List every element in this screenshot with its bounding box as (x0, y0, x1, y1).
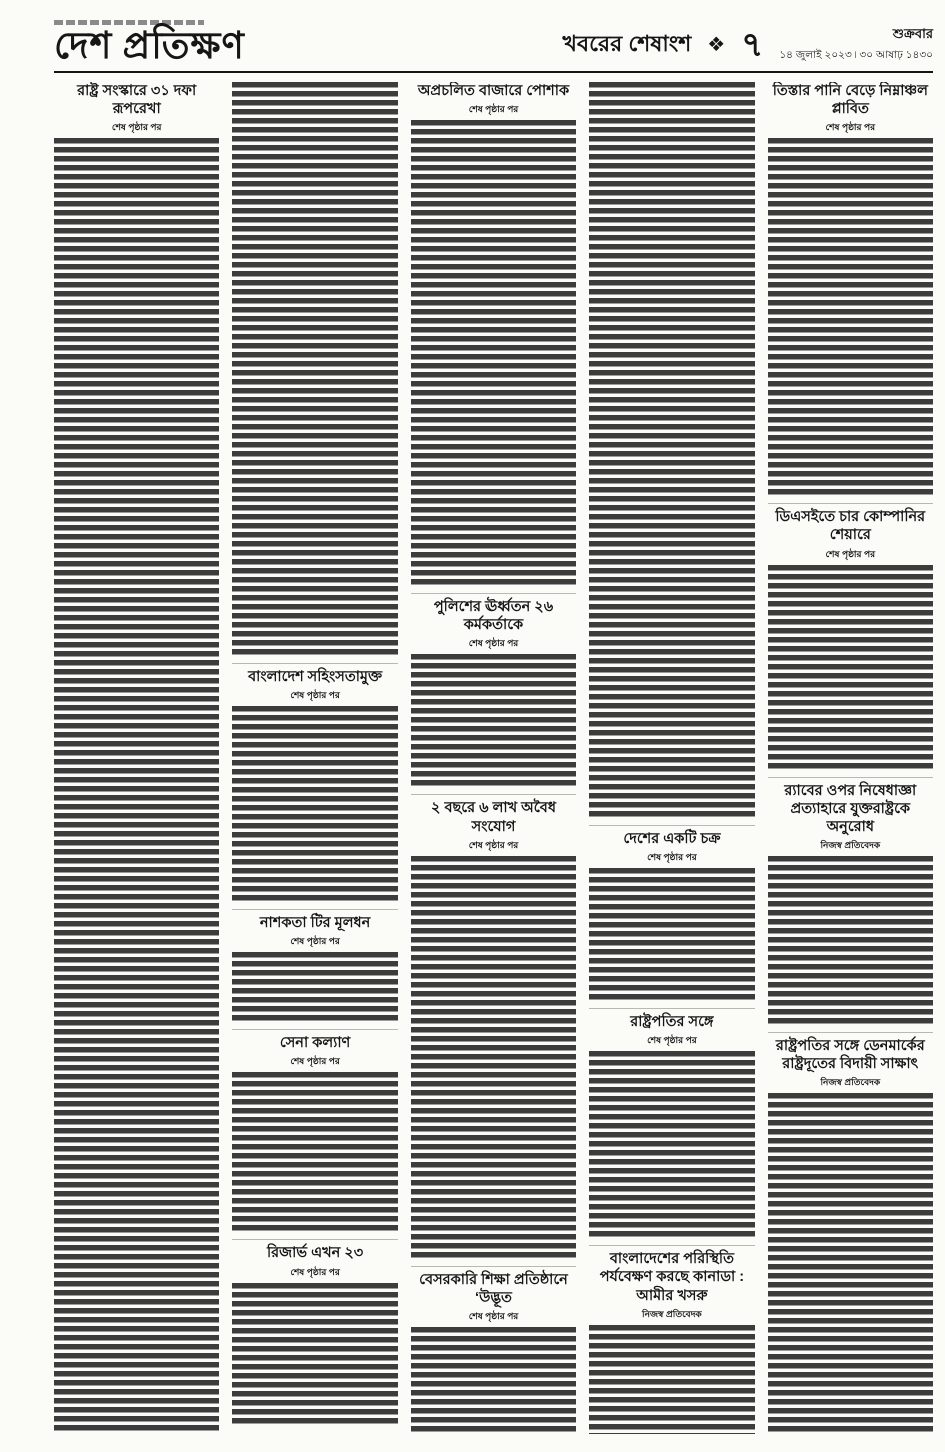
story (232, 1239, 397, 1426)
story-kicker: শেষ পৃষ্ঠার পর (825, 548, 876, 559)
page-number: ৭ (741, 26, 764, 64)
story-kicker: শেষ পৃষ্ঠার পর (468, 638, 519, 649)
section-title: খবরের শেষাংশ (562, 30, 692, 56)
story (589, 1245, 754, 1434)
header-right (562, 25, 933, 65)
masthead-block (54, 20, 245, 65)
story-body-text (768, 565, 933, 772)
story-body-text (232, 706, 397, 904)
story-kicker: শেষ পৃষ্ঠার পর (111, 122, 162, 133)
story (232, 1029, 397, 1234)
story (411, 1266, 576, 1434)
story-body-text (589, 868, 754, 1003)
story-continuation (232, 82, 397, 658)
story-headline: বাংলাদেশের পরিস্থিতি পর্যবেক্ষণ করছে কানাডা : আমীর খসরু (599, 1251, 745, 1304)
date-line: ১৪ জুলাই ২০২৩ ৷ ৩০ আষাঢ় ১৪৩০ (779, 49, 933, 61)
column-1 (54, 82, 219, 1434)
story-headline: ডিএসইতে চার কোম্পানির শেয়ারে (775, 509, 926, 544)
paper-emblem-icon: ❖ (707, 34, 726, 56)
story (232, 663, 397, 904)
weekday: শুক্রবার (892, 26, 933, 41)
story (411, 593, 576, 789)
story-kicker: শেষ পৃষ্ঠার পর (647, 1035, 697, 1046)
story-body-text (589, 1051, 754, 1240)
story-headline: নাশকতা টির মূলধন (259, 915, 371, 932)
columns (54, 82, 933, 1434)
story-headline: ২ বছরে ৬ লাখ অবৈধ সংযোগ (430, 800, 556, 835)
story-body-text (768, 1093, 933, 1434)
story (768, 82, 933, 498)
story (589, 825, 754, 1003)
story-kicker: শেষ পৃষ্ঠার পর (468, 1310, 519, 1321)
column-5 (768, 82, 933, 1434)
story-headline: তিস্তার পানি বেড়ে নিম্নাঞ্চল প্লাবিত (772, 83, 928, 118)
story-kicker: নিজস্ব প্রতিবেদক (820, 1077, 881, 1088)
story-kicker: নিজস্ব প্রতিবেদক (820, 839, 881, 850)
story-headline: পুলিশের ঊর্ধ্বতন ২৬ কর্মকর্তাকে (433, 599, 554, 634)
story-kicker: শেষ পৃষ্ঠার পর (825, 122, 876, 133)
story-kicker: শেষ পৃষ্ঠার পর (647, 852, 697, 863)
story-body-text (411, 1327, 576, 1434)
story-headline: রাষ্ট্রপতির সঙ্গে (630, 1014, 714, 1031)
header-rule (54, 71, 933, 73)
story-kicker: শেষ পৃষ্ঠার পর (468, 839, 519, 850)
story-kicker: নিজস্ব প্রতিবেদক (642, 1308, 702, 1319)
column-3 (411, 82, 576, 1434)
story-body-text (411, 856, 576, 1261)
masthead-tagline (54, 20, 204, 25)
story-body-text (411, 120, 576, 588)
date-block (779, 25, 933, 65)
story-headline: সেনা কল্যাণ (279, 1035, 351, 1052)
story (768, 777, 933, 1027)
story (411, 794, 576, 1260)
story-headline: রাষ্ট্রপতির সঙ্গে ডেনমার্কের রাষ্ট্রদূতের বিদায়ী সাক্ষাৎ (775, 1037, 925, 1072)
story (232, 909, 397, 1024)
story-kicker: শেষ পৃষ্ঠার পর (290, 1266, 340, 1277)
story-body-text (768, 138, 933, 498)
story-kicker: শেষ পৃষ্ঠার পর (290, 1056, 340, 1067)
story-continuation (589, 82, 754, 820)
story-body-text (589, 1325, 754, 1434)
story-body-text (768, 856, 933, 1027)
story-body-text (589, 82, 754, 820)
story (54, 82, 219, 1434)
page-header (54, 20, 933, 71)
story-headline: বাংলাদেশ সহিংসতামুক্ত (248, 669, 383, 685)
story-kicker: শেষ পৃষ্ঠার পর (468, 104, 519, 115)
story-body-text (232, 1283, 397, 1427)
story-headline: রিজার্ভ এখন ২৩ (266, 1245, 364, 1262)
story-body-text (54, 138, 219, 1434)
story (768, 503, 933, 771)
story-headline: রাষ্ট্র সংস্কারে ৩১ দফা রূপরেখা (77, 83, 197, 118)
story-headline: অপ্রচলিত বাজারে পোশাক (417, 83, 570, 99)
story-headline: র‌্যাবের ওপর নিষেধাজ্ঞা প্রত্যাহারে যুক্তরাষ্ট্রকে অনুরোধ (784, 782, 917, 835)
story-body-text (232, 952, 397, 1024)
story-body-text (232, 82, 397, 658)
story (768, 1032, 933, 1434)
story-kicker: শেষ পৃষ্ঠার পর (290, 936, 340, 947)
column-4 (589, 82, 754, 1434)
story-headline: বেসরকারি শিক্ষা প্রতিষ্ঠানে ‘উদ্ভূত (419, 1271, 568, 1306)
story (589, 1008, 754, 1240)
masthead: দেশ প্রতিক্ষণ (54, 26, 245, 67)
story-body-text (232, 1072, 397, 1234)
story-kicker: শেষ পৃষ্ঠার পর (290, 690, 340, 701)
story (411, 82, 576, 588)
story-headline: দেশের একটি চক্র (623, 831, 721, 847)
story-body-text (411, 654, 576, 789)
column-2 (232, 82, 397, 1434)
